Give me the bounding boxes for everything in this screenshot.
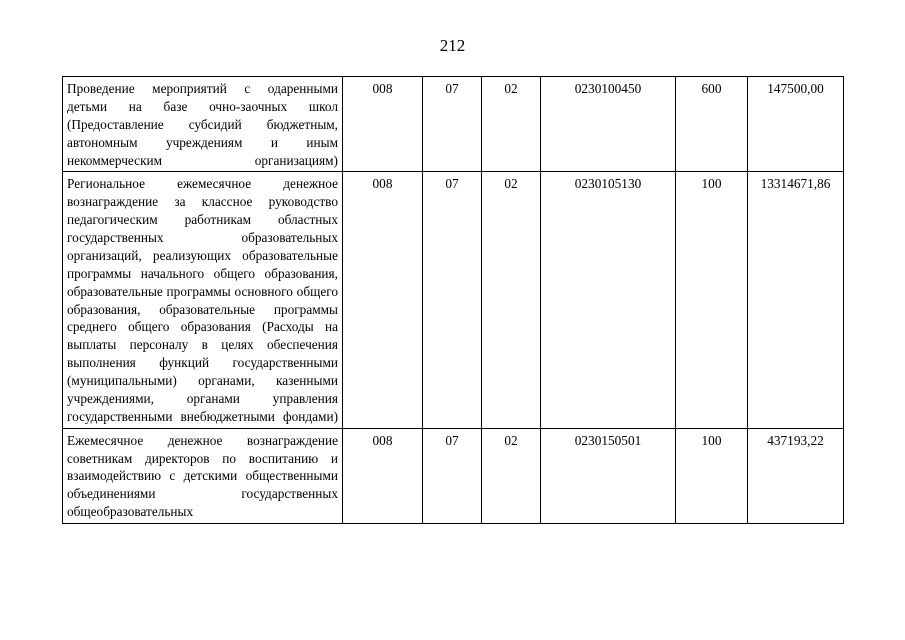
row-celevaya-statya-cell: 0230150501 bbox=[541, 428, 676, 523]
row-razdel-cell: 07 bbox=[423, 77, 482, 172]
row-vedomstvo-cell: 008 bbox=[343, 77, 423, 172]
row-celevaya-statya-cell: 0230100450 bbox=[541, 77, 676, 172]
row-name-cell: Проведение мероприятий с одаренными детьми на базе очно-заочных школ (Предоставление субсидий бюджетным, автономным учреждениям и иным некоммерческим организациям) bbox=[63, 77, 343, 172]
row-celevaya-statya-cell: 0230105130 bbox=[541, 172, 676, 428]
row-summa-cell: 13314671,86 bbox=[748, 172, 844, 428]
table-row bbox=[63, 77, 844, 172]
table-row bbox=[63, 172, 844, 428]
page-number: 212 bbox=[439, 36, 466, 55]
row-podrazdel-cell: 02 bbox=[482, 172, 541, 428]
row-razdel-cell: 07 bbox=[423, 428, 482, 523]
row-podrazdel-cell: 02 bbox=[482, 428, 541, 523]
row-vid-rashodov-cell: 100 bbox=[676, 428, 748, 523]
row-vid-rashodov-cell: 600 bbox=[676, 77, 748, 172]
row-name-cell: Ежемесячное денежное вознаграждение советникам директоров по воспитанию и взаимодействию с детскими общественными объединениями государственных общеобразовательных bbox=[63, 428, 343, 523]
budget-table-container bbox=[62, 76, 843, 524]
row-razdel-cell: 07 bbox=[423, 172, 482, 428]
row-vedomstvo-cell: 008 bbox=[343, 172, 423, 428]
budget-table bbox=[62, 76, 844, 524]
row-name-cell: Региональное ежемесячное денежное вознаграждение за классное руководство педагогическим работникам областных государственных образовательных организаций, реализующих образовательные программы начального общего образования, образовательные программы основного общего образования, образовательные программы среднего общего образования (Расходы на выплаты персоналу в целях обеспечения выполнения функций государственными (муниципальными) органами, казенными учреждениями, органами управления государственными внебюджетными фондами) bbox=[63, 172, 343, 428]
row-vedomstvo-cell: 008 bbox=[343, 428, 423, 523]
row-summa-cell: 437193,22 bbox=[748, 428, 844, 523]
row-summa-cell: 147500,00 bbox=[748, 77, 844, 172]
row-vid-rashodov-cell: 100 bbox=[676, 172, 748, 428]
table-row bbox=[63, 428, 844, 523]
row-podrazdel-cell: 02 bbox=[482, 77, 541, 172]
